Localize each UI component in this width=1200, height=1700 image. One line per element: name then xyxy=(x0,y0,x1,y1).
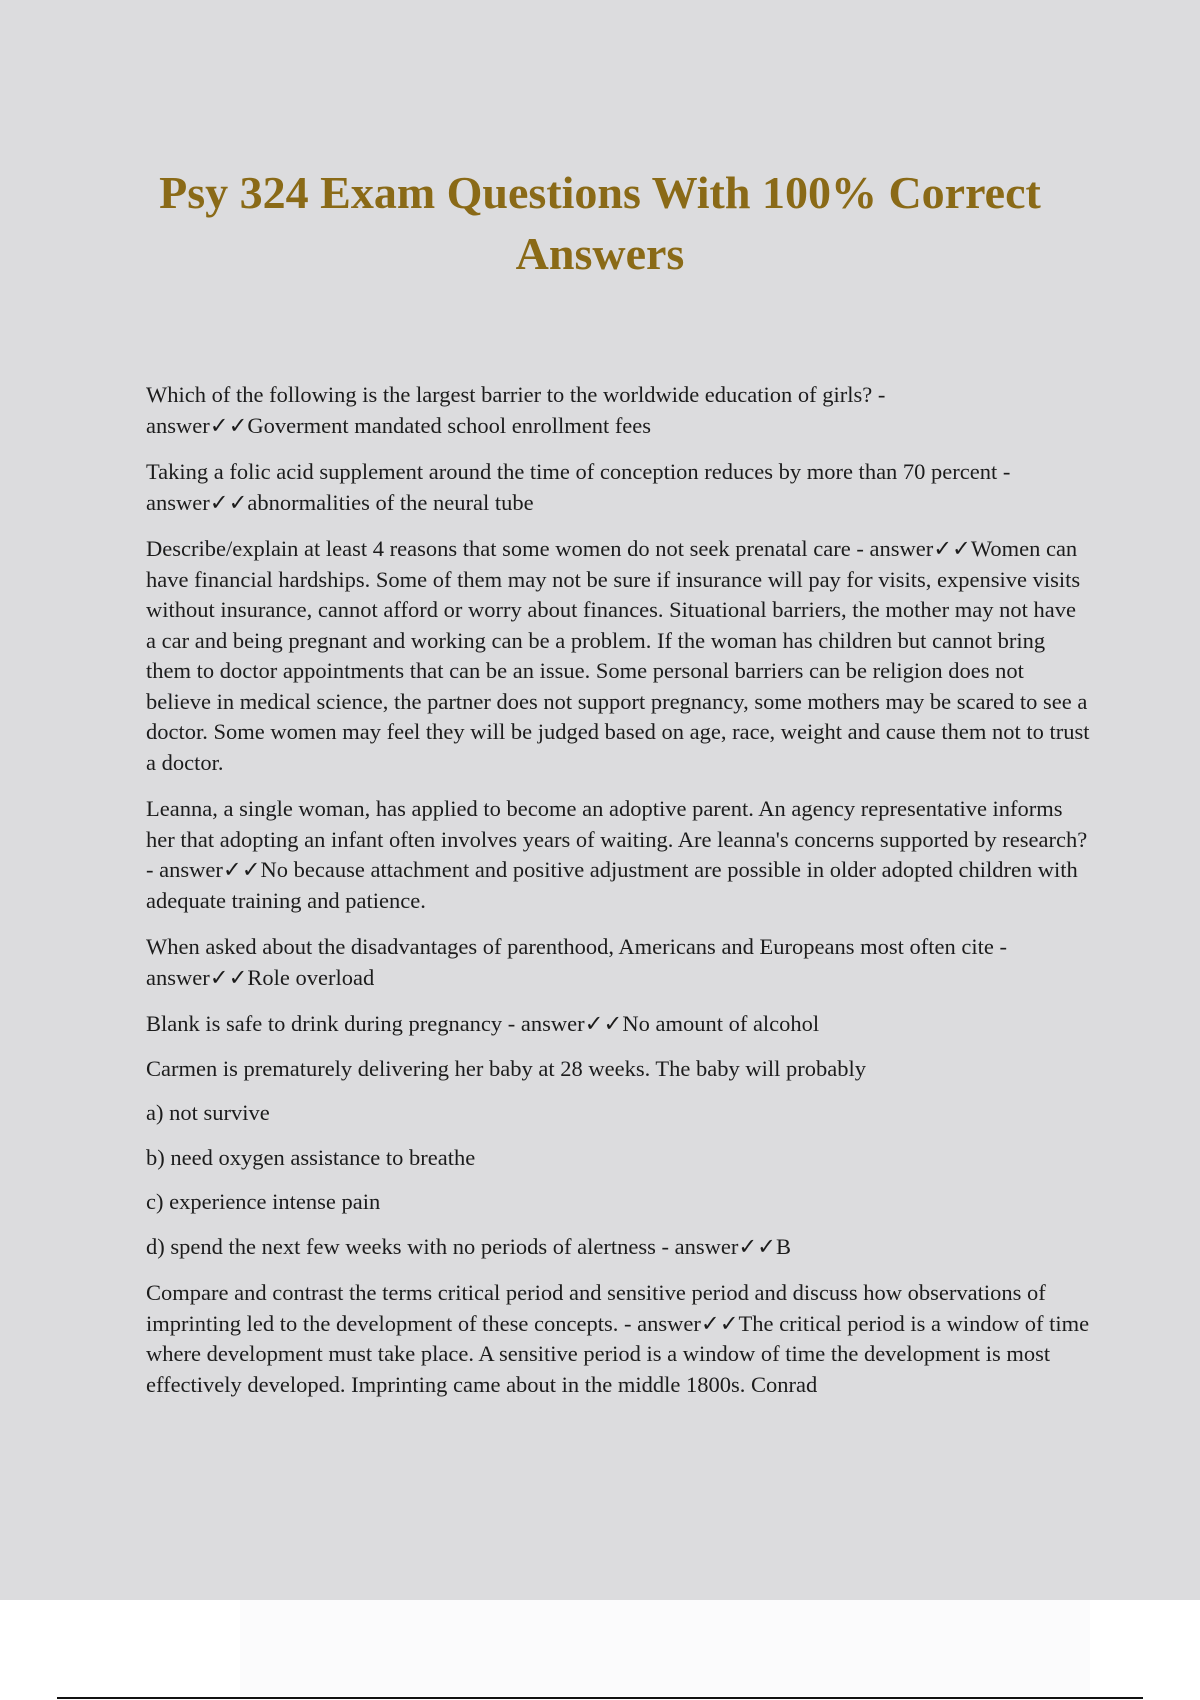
footer-divider xyxy=(57,1697,1143,1699)
question-paragraph: Taking a folic acid supplement around the time of conception reduces by more than 70 percent - answer✓✓abnormalities of the neural tube xyxy=(146,459,1011,515)
answer-option: a) not survive xyxy=(146,1100,270,1125)
question-paragraph: Blank is safe to drink during pregnancy - answer✓✓No amount of alcohol xyxy=(146,1011,820,1036)
question-paragraph: When asked about the disadvantages of parenthood, Americans and Europeans most often cite - answer✓✓Role overload xyxy=(146,934,1007,990)
page-footer xyxy=(0,1600,1200,1700)
answer-option: d) spend the next few weeks with no periods of alertness - answer✓✓B xyxy=(146,1233,792,1259)
question-paragraph: Compare and contrast the terms critical period and sensitive period and discuss how observations of imprinting led to the development of these concepts. - answer✓✓The critical period is a window of time where development must take place. A sensitive period is a window of time the development is most effectively developed. Imprinting came about in the middle 1800s. Conrad xyxy=(146,1280,1090,1397)
question-paragraph: Describe/explain at least 4 reasons that some women do not seek prenatal care - answer✓✓Women can have financial hardships. Some of them may not be sure if insurance will pay for visits, expensive visits without insurance, cannot afford or worry about finances. Situational barriers, the mother may not have a car and being pregnant and working can be a problem. If the woman has children but cannot bring them to doctor appointments that can be an issue. Some personal barriers can be religion does not believe in medical science, the partner does not support pregnancy, some mothers may be scared to see a doctor. Some women may feel they will be judged based on age, race, weight and cause them not to trust a doctor. xyxy=(146,536,1090,775)
question-paragraph: Leanna, a single woman, has applied to become an adoptive parent. An agency representative informs her that adopting an infant often involves years of waiting. Are leanna's concerns supported by research? - answer✓✓No because attachment and positive adjustment are possible in older adopted children with adequate training and patience. xyxy=(146,796,1088,913)
document-body xyxy=(146,380,1091,1416)
answer-option: c) experience intense pain xyxy=(146,1189,381,1214)
question-paragraph: Which of the following is the largest barrier to the worldwide education of girls? - answer✓✓Goverment mandated school enrollment fees xyxy=(146,382,886,438)
question-paragraph: Carmen is prematurely delivering her baby at 28 weeks. The baby will probably xyxy=(146,1055,866,1081)
document-title: Psy 324 Exam Questions With 100% Correct Answers xyxy=(159,167,1041,279)
footer-panel xyxy=(240,1600,1090,1696)
answer-option: b) need oxygen assistance to breathe xyxy=(146,1144,476,1170)
